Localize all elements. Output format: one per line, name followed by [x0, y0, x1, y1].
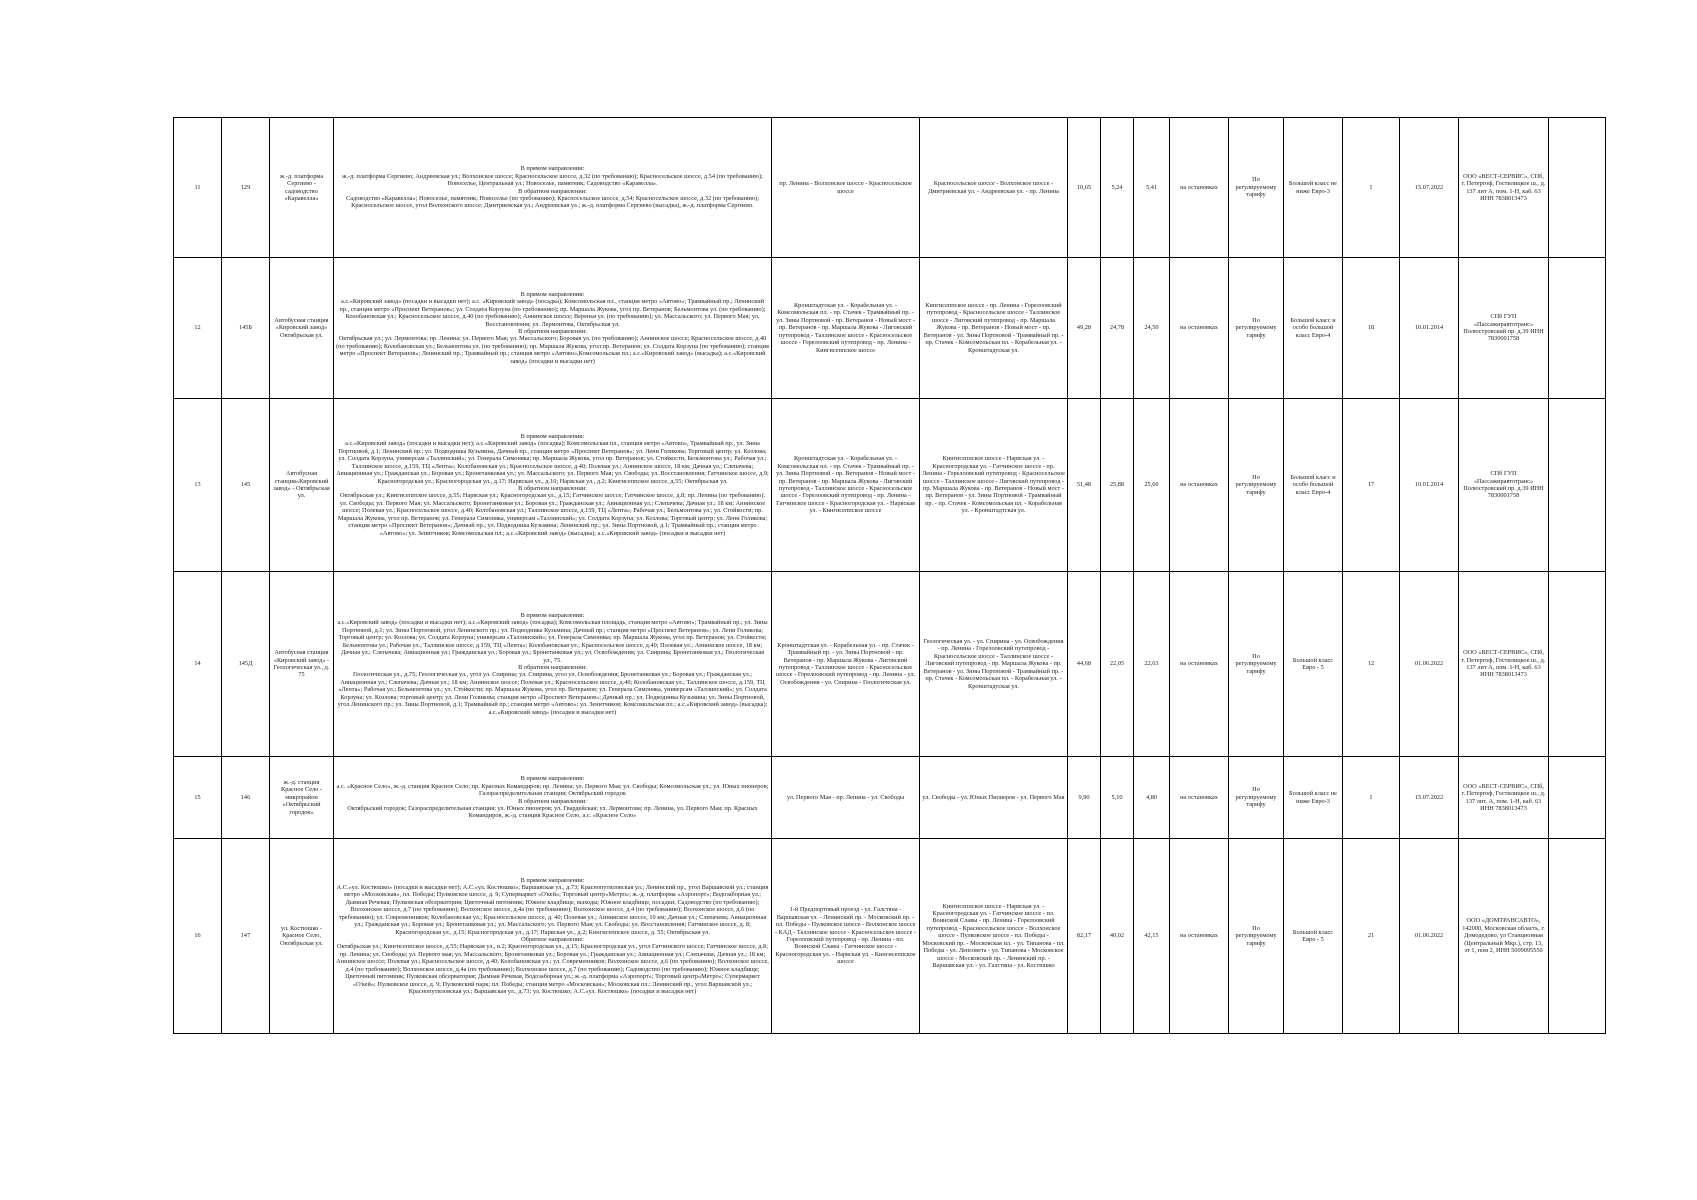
path-back: Октябрьская ул.; Кингисеппское шоссе, д.55; Нарвская ул.; Красногородская ул., д.15; Гатчинское шоссе; Гатчинское шоссе, д.8; пр. Ленина (по требованию); ул. Свободы; ул. Первого Мая; ул. Массальского; Бронетанковая ул.; Боровая ул.; Гражданская ул.; Авиационная ул.; Слепачева; Дачная ул.; 18 км; Аннинское шоссе; Полевая ул.; Красносельское шоссе, д.40; Колобановская ул.; Таллинское шоссе, д.159, ТЦ «Лента»; Рабочая ул.; Бельмонтова ул.; ул. Стойкости; пр. Маршала Жукова, угол пр. Ветеранов; ул. Генерала Симоняка, универсам «Таллинский»; ул. Солдата Корзуна; ул. Козлова; Торговый центр; ул. Лени Голикова; станция метро «Проспект Ветеранов»; Дачный пр.; ул. Подводника Кузьмина; Ленинский пр.; ул. Зины Портновой, д.1; Трамвайный пр.; станция метро «Автово»; ул. Зенитчиков; Комсомольская пл.; а.с.«Кировский завод» (высадка); а.с.«Кировский завод» (посадки и высадки нет) [337, 492, 768, 537]
path-forward-head: В прямом направлении: [520, 876, 585, 884]
start-date: 15.07.2022 [1400, 757, 1459, 839]
route-row [174, 399, 1606, 572]
start-date: 01.06.2022 [1400, 839, 1459, 1034]
route-name: ул. Костюшко - Красное Село, Октябрьская ул. [270, 839, 334, 1034]
path-forward: а.с.«Кировский завод» (посадки и высадки нет); а.с. «Кировский завод» (посадка); Комсомольская пл., станция метро «Автово»; Трамвайный пр.; Ленинский пр., станция метро «Проспект Ветеранов»; ул. Солдата Корзуна (по требованию); пр. Маршала Жукова, угол пр. Ветеранов; Бельмонтова ул. (по требованию); Колобановская ул.; Красносельское шоссе, д.40 (по требованию); Аннинское шоссе; Веренья ул. (по требованию); ул. Массальского; ул. Первого Мая; ул. Восстановления; ул. Лермонтова, Октябрьская ул. [339, 298, 766, 328]
length-forward: 25,88 [1101, 399, 1134, 572]
vehicle-class: Большой класс Евро - 5 [1284, 839, 1343, 1034]
tariff-type: По регулируемому тарифу [1229, 757, 1284, 839]
carrier-info: ООО «ВЕСТ-СЕРВИС», СПб, г. Петергоф, Гостилицкое ш., д. 137 лит. А, пом. 1-Н, каб. 63 ИНН 7838013473 [1459, 757, 1549, 839]
length-total: 10,65 [1068, 118, 1101, 258]
path-back-head: В обратном направлении: [518, 328, 587, 335]
empty-cell [1549, 118, 1606, 258]
start-date: 10.01.2014 [1400, 399, 1459, 572]
route-number: 129 [222, 118, 270, 258]
route-path-stops [334, 258, 772, 399]
vehicle-class: Большой класс Евро - 5 [1284, 572, 1343, 757]
route-path-stops [334, 757, 772, 839]
route-name: ж.-д. платформа Сергиево - садоводство «Каравелла» [270, 118, 334, 258]
length-forward: 5,10 [1101, 757, 1134, 839]
start-date: 01.06.2022 [1400, 572, 1459, 757]
streets-back: Красносельское шоссе - Волхонское шоссе - Дмитриевская ул. - Андреевская ул. - пр. Ленина [920, 118, 1068, 258]
route-row [174, 258, 1606, 399]
length-back: 22,63 [1134, 572, 1170, 757]
path-back-head: В обратном направлении: [518, 797, 587, 805]
route-path-stops [334, 572, 772, 757]
start-date: 15.07.2022 [1400, 118, 1459, 258]
tariff-type: По регулируемому тарифу [1229, 258, 1284, 399]
vehicle-class: Большой класс не ниже Евро-3 [1284, 118, 1343, 258]
route-number: 147 [222, 839, 270, 1034]
path-forward: а.с.«Кировский завод» (посадки и высадки нет); а.с.«Кировский завод» (посадка); Комсомольская площадь, станция метро «Автово»; Трамвайный пр.; ул. Зины Портновой, д.1; ул. Зины Портновой, угол Ленинского пр.; ул. Подводника Кузьмина; Дачный пр.; станция метро «Проспект Ветеранов»; ул. Лени Голикова; Торговый центр; ул. Козлова; ул. Солдата Корзуна; универсам «Таллинский»; ул. Генерала Симоняка; пр. Маршала Жукова, угол пр. Ветеранов; ул. Стойкости; Бельмонтова ул.; Рабочая ул.; Таллинское шоссе, д.159, ТЦ «Лента»; Колобановская ул.; Красносельское шоссе, д.40; Полевая ул.; Аннинское шоссе, 18 км; Дачная ул.; Слепачева; Авиационная ул.; Гражданская ул.; Боровая ул.; Бронетанковая ул.; ул. Освобождения; ул. Спирина; Бронетанковая ул.; Геологическая ул., 75. [337, 619, 768, 664]
tariff-type: По регулируемому тарифу [1229, 118, 1284, 258]
vehicle-class: Большой класс и особо большой класс Евро-4 [1284, 399, 1343, 572]
carrier-info: ООО «ДОМТРАНСАВТО», 142000, Московская область, г. Домодедово, ул Станционная (Центральный Мкр.), стр. 13, эт 1, пом 2, ИНН 5009095550 [1459, 839, 1549, 1034]
length-back: 25,60 [1134, 399, 1170, 572]
length-forward: 24,78 [1101, 258, 1134, 399]
stops-order: на остановках [1170, 258, 1229, 399]
route-path-stops [334, 118, 772, 258]
route-path-stops [334, 839, 772, 1034]
stops-order: на остановках [1170, 399, 1229, 572]
route-row [174, 839, 1606, 1034]
route-number: 145Б [222, 258, 270, 399]
vehicle-count: 12 [1343, 572, 1400, 757]
streets-forward: ул. Первого Мая - пр. Ленина - ул. Свободы [772, 757, 920, 839]
path-forward-head: В прямом направлении: [520, 165, 585, 173]
length-back: 4,80 [1134, 757, 1170, 839]
vehicle-count: 21 [1343, 839, 1400, 1034]
carrier-info: ООО «ВЕСТ-СЕРВИС», СПб, г. Петергоф, Гостилицкое ш., д. 137 лит А, пом. 1-Н, каб. 63 ИНН 7838013473 [1459, 572, 1549, 757]
streets-forward: Кронштадтская ул. - Корабельная ул. - Комсомольская пл. - пр. Стачек - Трамвайный пр. - ул. Зины Портновой - пр. Ветеранов - Новый мост - пр. Ветеранов - пр. Маршала Жукова - Лиговский путепровод - Таллинское шоссе - Красносельское шоссе - Горелоовский путепровод - пр. Ленина - Гатчинское шоссе - Красногородская ул. - Нарвская ул. - Кингисеппское шоссе [772, 399, 920, 572]
route-number: 146 [222, 757, 270, 839]
vehicle-class: Большой класс и особо большой класс Евро-4 [1284, 258, 1343, 399]
length-total: 44,68 [1068, 572, 1101, 757]
route-name: Автобусная станция«Кировский завод» - Октябрьская ул. [270, 399, 334, 572]
route-name: ж.-д. станция Красное Село - микрорайон «Октябрьский городок» [270, 757, 334, 839]
length-back: 5,41 [1134, 118, 1170, 258]
length-total: 82,17 [1068, 839, 1101, 1034]
route-path-stops [334, 399, 772, 572]
vehicle-count: 18 [1343, 258, 1400, 399]
stops-order: на остановках [1170, 839, 1229, 1034]
streets-forward: Кронштадтская ул. - Корабельная ул. - пр. Стачек - Трамвайный пр. - ул. Зины Портновой - пр. Ветеранов - пр. Маршала Жукова - Лиговский путепровод - Таллинское шоссе - Красносельское шоссе - Горелоовский путепровод - пр. Ленина - ул. Освобождения - ул. Спирина - Геологическая ул. [772, 572, 920, 757]
row-number: 16 [174, 839, 222, 1034]
path-back: Октябрьская ул.; ул. Лермонтова; пр. Ленина; ул. Первого Мая; ул. Массальского; Боровая ул. (по требованию); Аннинское шоссе; Красносельское шоссе, д.40 (по требованию); Колобановская ул.; Бельмонтова ул. (по требованию); пр. Маршала Жукова, угол пр. Ветеранов; ул. Солдата Корзуна (по требованию); станция метро «Проспект Ветеранов»; Ленинский пр.; Трамвайный пр.; станция метро «Автово»,Комсомольская пл.; а.с.«Кировский завод» (высадка); а.с.«Кировский завод» (посадки и высадки нет) [336, 335, 769, 365]
path-forward: ж.-д. платформа Сергиево; Андреевская ул.; Волхонское шоссе; Красносельское шоссе, д.32 (по требованию); Красносельское шоссе, д.54 (по требованию); Новоселье, Центральная ул.; Новоселье, памятник; Садоводство «Каравелла». [342, 172, 763, 188]
tariff-type: По регулируемому тарифу [1229, 572, 1284, 757]
streets-back: ул. Свободы - ул. Юных Пионеров - ул. Первого Мая [920, 757, 1068, 839]
path-forward-head: В прямом направлении: [520, 290, 585, 298]
path-back-head: В обратном направлении: [518, 187, 587, 195]
path-back: Геологическая ул., д.75; Геологическая ул., угол ул. Спирина; ул. Спирина, угол ул. Освобождения; Бронетанковая ул.; Боровая ул.; Гражданская ул.; Авиационная ул.; Слепачева; Дачная ул.; 18 км; Аннинское шоссе; Полевая ул.; Красносельское шоссе, д.40; Колобановская ул.; Таллинское шоссе, д.159, ТЦ «Лента»; Рабочая ул.; Бельмонтова ул.; ул. Стойкости; пр. Маршала Жукова, угол пр. Ветеранов; ул. Генерала Симоняка, универсам «Таллинский»; ул. Солдата Корзуна; ул. Козлова; торговый центр; ул. Лени Голикова; станция метро «Проспект Ветеранов»; Дачный пр.; ул. Подводника Кузьмина; ул. Зины Портновой, угол Ленинского пр.; ул. Зины Портновой, д.1; Трамвайный пр.; станция метро «Автово»; ул. Зенитчиков; Комсомольская пл.; а.с.«Кировский завод» (высадка); а.с.«Кировский завод» (посадки и высадки нет) [337, 671, 768, 716]
vehicle-count: 1 [1343, 757, 1400, 839]
vehicle-count: 17 [1343, 399, 1400, 572]
streets-back: Кингисеппское шоссе - Нарвская ул. - Красногородская ул. - Гатчинское шоссе - пл. Воинской Славы - пр. Ленина - Горелоовский путепровод - Красносельское шоссе - Волхонское шоссе - Пулковское шоссе - пл. Победы - Московский пр. - Московская пл. - ул. Типанова - пл. Победы - ул. Ленсовета - ул. Типанова - Московское шоссе - Московский пр. - Ленинский пр. - Варшавская ул. - ул. Галстяна - ул. Костюшко [920, 839, 1068, 1034]
row-number: 12 [174, 258, 222, 399]
path-back-head: В обратном направлении: [518, 664, 587, 671]
streets-forward: пр. Ленина - Волхонское шоссе - Красносельское шоссе [772, 118, 920, 258]
empty-cell [1549, 258, 1606, 399]
path-forward-head: В прямом направлении: [520, 612, 585, 620]
streets-forward: Кронштадтская ул. - Корабельная ул. - Комсомольская пл. - пр. Стачек - Трамвайный пр. - ул. Зины Портновой - пр. Ветеранов - Новый мост - пр. Ветеранов - пр. Маршала Жукова - Лиговский путепровод - Таллинское шоссе - Красносельское шоссе - Горелоовский путепровод - пр. Ленина - Кингисеппское шоссе [772, 258, 920, 399]
tariff-type: По регулируемому тарифу [1229, 399, 1284, 572]
stops-order: на остановках [1170, 118, 1229, 258]
row-number: 14 [174, 572, 222, 757]
route-number: 145 [222, 399, 270, 572]
routes-register-table [173, 117, 1606, 1034]
vehicle-count: 1 [1343, 118, 1400, 258]
path-forward-head: В прямом направлении: [520, 775, 585, 783]
length-forward: 40,02 [1101, 839, 1134, 1034]
path-back-head: Обратное направление: [521, 936, 584, 943]
carrier-info: СПб ГУП «Пассажиравтотранс» Полюстровский пр. д.39 ИНН 7830001758 [1459, 258, 1549, 399]
carrier-info: СПб ГУП «Пассажиравтотранс» Полюстровский пр. д.39 ИНН 7830001758 [1459, 399, 1549, 572]
length-back: 42,15 [1134, 839, 1170, 1034]
path-back: Октябрьская ул.; Кингисеппское шоссе, д.55; Нарвская ул., в.2; Красногородская ул., д.15; Красногородская ул., угол Гатчинского шоссе; Гатчинское шоссе, д.8; пр. Ленина; ул. Свободы; ул. Первого мая; ул. Массальского; Бронетанковая ул.; Боровая ул.; Гражданская ул.; Авиационная ул.; Слепачева; Дачная ул.; 18 км; Аннинское шоссе; Полевая ул.; Красносельское шоссе, д.40; Колобановская ул.; ул. Современников; Волхонское шоссе, д.6 (по требованию); Волхонское шоссе, д.4 (по требованию); Волхонское шоссе, д.4а (по требованию); Волхонское шоссе, д.7 (по требованию); Садоводство (по требованию); Южное кладбище; Цветочный питомник; Пулковская обсерватория; Дымная Речевая, Водозаборная ул.; ж.-д. платформа «Аэропорт»; Торговый центр«Метро»; Супермаркет «О'кей»; Пулковское шоссе, д. 9; Пулковский парк; пл. Победы; станция метро «Московская»; Московская пл.; Ленинский пр., угол Варшавской ул.; Краснопутиловская ул.; Варшавская ул., д.73; ул. Костюшко; А.С.«ул. Костюшко» (посадки и высадки нет) [336, 943, 769, 995]
path-forward: а.с.«Кировский завод» (посадки и высадки нет); а.с.«Кировский завод» (посадка); Комсомольская пл., станция метро «Автово», Трамвайный пр., ул. Зины Портновой, д.1; Ленинский пр.; ул. Подводника Кузьмина, Дачный пр., станция метро «Проспект Ветеранов»; ул. Лени Голикова; Торговый центр; ул. Козлова; ул. Солдата Корзуна, универсам «Таллинский»; ул. Генерала Симоняка; пр. Маршала Жукова, угол пр. Ветеранов; ул. Стойкости, Бельмонтова ул.; Рабочая ул.; Таллинское шоссе, д.159, ТЦ «Лента»; Колобановская ул.; Красносельское шоссе, д.40; Полевая ул.; Аннинское шоссе, 18 км; Дачная ул.; Слепачева; Авиационная ул.; Гражданская ул.; Боровая ул.; Бронетанковая ул.; ул. Массальского; ул. Первого Мая; ул. Свободы; ул. Восстановления; Гатчинское шоссе, д.9; Красногородская ул.; Красногородская ул., д.17; Нарвская ул., д.10; Нарвская ул., д.2; Кингисеппское шоссе, д.55; Октябрьская ул. [336, 440, 769, 485]
length-forward: 22,05 [1101, 572, 1134, 757]
route-number: 145Д [222, 572, 270, 757]
length-total: 49,28 [1068, 258, 1101, 399]
row-number: 15 [174, 757, 222, 839]
path-back-head: В обратном направлении: [518, 485, 587, 492]
route-row [174, 118, 1606, 258]
route-row [174, 757, 1606, 839]
empty-cell [1549, 757, 1606, 839]
row-number: 11 [174, 118, 222, 258]
path-forward: А.С.«ул. Костюшко» (посадки и высадки нет); А.С.«ул. Костюшко»; Варшавская ул., д.73; Краснопутиловская ул.; Ленинский пр., угол Варшавской ул.; станция метро «Московская», пл. Победы; Пулковское шоссе, д. 9; Супермаркет «О'кей»; Торговый центр«Метро»; ж.-д. платформа «Аэропорт»; Водозаборная ул.; Дымная Речевая; Пулковская обсерватория; Цветочный питомник; Южное кладбище, выходы; Южное кладбище, посадки; Садоводство (по требованию); Волхонское шоссе, д.7 (по требованию); Волхонское шоссе, д.4а (по требованию); Волхонское шоссе, д.4 (по требованию); Волхонское шоссе, д.6 (по требованию); ул. Современников; Колобановская ул.; Красносельское шоссе, д. 40; Полевая ул.; Аннинское шоссе, 10 км; Дачная ул.; Слепачева; Авиационная ул.; Гражданская ул.; Боровая ул.; Бронетанковая ул.; ул. Массальского; ул. Первого Мая; ул. Свободы; ул. Восстановления; Гатчинское шоссе, д. 8; Красногородская ул., д.15; Красногородская ул., д.17; Нарвская ул., д.2; Кингисеппское шоссе, д. 55; Октябрьская ул. [336, 884, 769, 936]
route-name: Автобусная станция «Кировский завод» Октябрьская ул. [270, 258, 334, 399]
length-forward: 5,24 [1101, 118, 1134, 258]
path-forward-head: В прямом направлении: [520, 433, 585, 441]
path-forward: а.с. «Красное Село», ж.-д. станция Красное Село; пр. Красных Командиров; пр. Ленина; ул. Первого Мая; ул. Свободы; Комсомольская ул.; ул. Юных пионеров; Газораспределительная станция; Октябрьский городок [336, 782, 769, 798]
length-total: 9,90 [1068, 757, 1101, 839]
stops-order: на остановках [1170, 757, 1229, 839]
tariff-type: По регулируемому тарифу [1229, 839, 1284, 1034]
streets-forward: 1-й Предпортовый проезд - ул. Галстяна - Варшавская ул. - Ленинский пр. - Московский пр. - пл. Победы - Пулковское шоссе - Волхонское шоссе - КАД - Таллинское шоссе - Красносельское шоссе - Горелоовский путепровод - пр. Ленина - пл. Воинской Славы - Гатчинское шоссе - Красногородская ул. - Нарвская ул. - Кингисеппское шоссе [772, 839, 920, 1034]
empty-cell [1549, 572, 1606, 757]
length-total: 51,48 [1068, 399, 1101, 572]
empty-cell [1549, 399, 1606, 572]
stops-order: на остановках [1170, 572, 1229, 757]
streets-back: Геологическая ул. - ул. Спирина - ул. Освобождения - пр. Ленина - Горелоовский путепровод - Красносельское шоссе - Таллинское шоссе - Лиговский путепровод - пр. Маршала Жукова - пр. Ветеранов - ул. Зины Портновой - Трамвайный пр. - пр. Стачек - Комсомольская пл. - Корабельная ул. - Кронштадтская ул. [920, 572, 1068, 757]
row-number: 13 [174, 399, 222, 572]
route-name: Автобусная станция «Кировский завод» - Геологическая ул., д. 75 [270, 572, 334, 757]
path-back: Садоводство «Каравелла»; Новоселье, памятник; Новоселье (по требованию); Красносельское шоссе, д.54; Красносельское шоссе, д.32 (по требованию); Красносельское шоссе, угол Волхонского шоссе; Дмитриевская ул.; Андреевская ул.; ж.-д. платформа Сергиево (высадка), ж.-д. платформа Сергиево. [346, 194, 759, 210]
carrier-info: ООО «ВЕСТ-СЕРВИС», СПб, г. Петергоф, Гостилицкое ш., д. 137 лит А, пом. 1-Н, каб. 63 ИНН 7838013473 [1459, 118, 1549, 258]
path-back: Октябрьский городок; Газораспределительная станция; ул. Юных пионеров; ул. Гвардейская; ул. Лермонтова; пр. Ленина, ул. Первого Мая; пр. Красных Командиров, ж.-д. станция Красное Село, а.с. «Красное Село» [347, 804, 758, 820]
route-row [174, 572, 1606, 757]
length-back: 24,50 [1134, 258, 1170, 399]
streets-back: Кингисеппское шоссе - Нарвская ул. - Красногородская ул. - Гатчинское шоссе - пр. Ленина - Горелоовский путепровод - Красносельское шоссе - Таллинское шоссе - Лиговский путепровод - пр. Маршала Жукова - пр. Ветеранов - Новый мост - пр. Ветеранов - ул. Зины Портновой - Трамвайный пр. - пр. Стачек - Комсомольская пл. - Корабельная ул. - Кронштадтская ул. [920, 399, 1068, 572]
empty-cell [1549, 839, 1606, 1034]
streets-back: Кингисеппское шоссе - пр. Ленина - Горелоовский путепровод - Красносельское шоссе - Таллинское шоссе - Лиговский путепровод - пр. Маршала Жукова - пр. Ветеранов - Новый мост - пр. Ветеранов - ул. Зины Портновой - Трамвайный пр. - пр. Стачек - Комсомольская пл. - Корабельная ул. - Кронштадтская ул. [920, 258, 1068, 399]
start-date: 10.01.2014 [1400, 258, 1459, 399]
vehicle-class: Большой класс не ниже Евро-3 [1284, 757, 1343, 839]
